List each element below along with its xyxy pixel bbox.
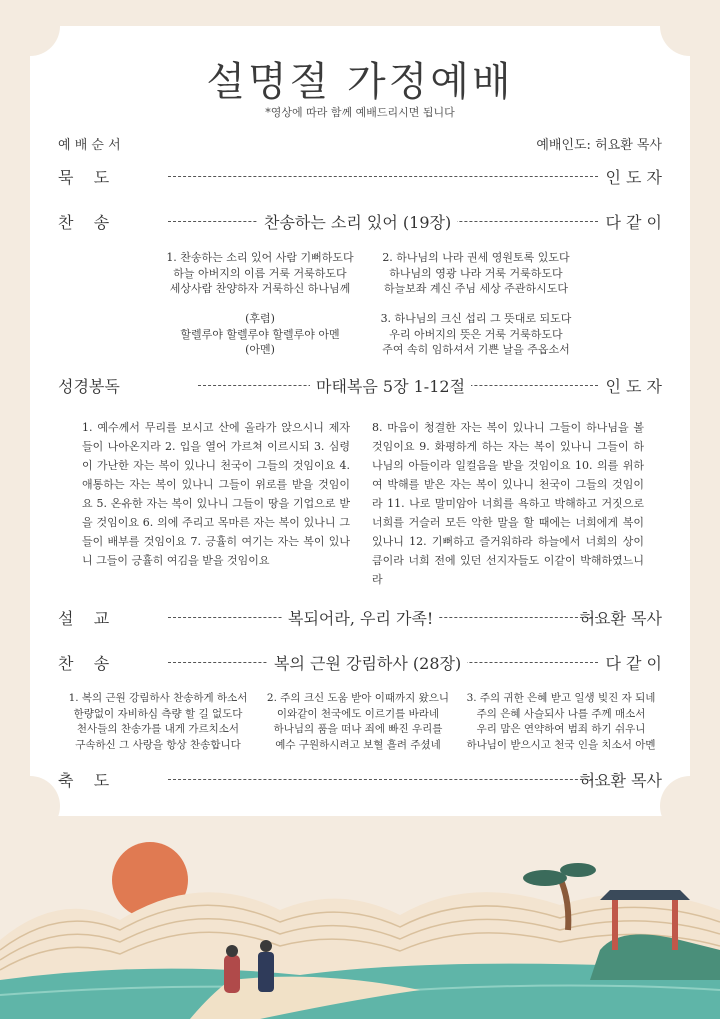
hymn-verse: 2. 하나님의 나라 권세 영원토록 있도다 하나님의 영광 나라 거룩 거룩하도다 하늘보좌 계신 주님 세상 주관하시도다 — [382, 251, 570, 295]
order-row-sermon — [58, 606, 662, 630]
hymn-verse: 2. 주의 크신 도움 받아 이때까지 왔으니 이와같이 천국에도 이르기를 바라네 하나님의 품을 떠나 죄에 빠진 우리를 예수 구원하시려고 보혈 흘려 주셨네 — [266, 692, 450, 751]
order-person: 다 같 이 — [605, 213, 662, 232]
order-row-hymn — [58, 210, 662, 234]
order-row-hymn — [58, 651, 662, 675]
worship-leader: 예배인도: 허요환 목사 — [536, 138, 662, 153]
page-title: 설명절 가정예배 — [206, 59, 514, 105]
order-person: 다 같 이 — [605, 654, 662, 673]
hymn-verse: 3. 주의 귀한 은혜 받고 일생 빚진 자 되네 주의 은혜 사슬되사 나를 주께 매소서 우리 맘은 연약하여 범죄 하기 쉬우니 하나님이 받으시고 천국 인을 치소서 아멘 — [466, 692, 656, 751]
order-label: 묵 도 — [58, 168, 110, 187]
scripture-reference: 마태복음 5장 1-12절 — [310, 374, 471, 397]
order-label: 설 교 — [58, 609, 110, 628]
order-heading: 예 배 순 서 — [58, 138, 121, 153]
hymn-title: 찬송하는 소리 있어 (19장) — [258, 210, 457, 233]
scripture-text: 1. 예수께서 무리를 보시고 산에 올라가 앉으시니 제자들이 나아온지라 2. 입을 열어 가르쳐 이르시되 3. 심령이 가난한 자는 복이 있나니 천국이 그들의 것임이요 4. 애통하는 자는 복이 있나니 그들이 위로를 받을 것임이요 5. 온유한 자는 복이 있나니 그들이 땅을 기업으로 받을 것임이요 6. 의에 주리고 목마른 자는 복이 있나니 그들이 배부를 것임이요 7. 긍휼히 여기는 자는 복이 있나니 그들이 긍휼히 여김을 받을 것임이요 — [82, 421, 350, 567]
order-row-scripture — [58, 374, 662, 398]
order-person: 인 도 자 — [605, 168, 662, 187]
hymn-verse: 3. 하나님의 크신 섭리 그 뜻대로 되도다 우리 아버지의 뜻은 거룩 거룩하도다 주여 속히 임하셔서 기쁜 날을 주옵소서 — [380, 312, 572, 356]
dashed-divider — [168, 176, 598, 177]
landscape-illustration — [0, 830, 720, 1019]
sermon-title: 복되어라, 우리 가족! — [282, 606, 439, 629]
hymn-title: 복의 근원 강림하사 (28장) — [268, 651, 467, 674]
pavilion-roof-icon — [600, 890, 690, 900]
order-row-silent-prayer — [58, 165, 662, 189]
scripture-text: 8. 마음이 청결한 자는 복이 있나니 그들이 하나님을 볼 것임이요 9. 화평하게 하는 자는 복이 있나니 그들이 하나님의 아들이라 일컬음을 받을 것임이요 10. 의를 위하여 박해를 받은 자는 복이 있나니 천국이 그들의 것임이라 11. 나로 말미암아 너희를 욕하고 박해하고 거짓으로 너희를 거슬러 모든 악한 말을 할 때에는 너희에게 복이 있나니 12. 기뻐하고 즐거워하라 하늘에서 너희의 상이 큼이라 너희 전에 있던 선지자들도 이같이 박해하였느니라 — [372, 421, 644, 586]
hymn-verse: 1. 복의 근원 강림하사 찬송하게 하소서 한량없이 자비하심 측량 할 길 없도다 천사들의 찬송가를 내게 가르치소서 구속하신 그 사랑을 항상 찬송합니다 — [68, 692, 248, 751]
pine-foliage — [523, 870, 567, 886]
person-icon — [224, 955, 240, 993]
card-corner-notch — [660, 776, 720, 836]
order-label: 찬 송 — [58, 654, 110, 673]
order-person: 인 도 자 — [605, 377, 662, 396]
order-label: 축 도 — [58, 771, 110, 790]
order-label: 성경봉독 — [58, 377, 120, 396]
dashed-divider — [168, 779, 598, 780]
hymn-verse: 1. 찬송하는 소리 있어 사람 기뻐하도다 하늘 아버지의 이름 거룩 거룩하도다 세상사람 찬양하자 거룩하신 하나님께 — [166, 251, 354, 295]
person-icon — [258, 952, 274, 992]
card-corner-notch — [660, 0, 720, 56]
page-subtitle: *영상에 따라 함께 예배드리시면 됩니다 — [265, 106, 455, 119]
order-person: 허요환 목사 — [579, 771, 662, 790]
order-row-benediction — [58, 768, 662, 792]
order-label: 찬 송 — [58, 213, 110, 232]
card-corner-notch — [0, 776, 60, 836]
hymn-refrain: (후렴) 할렐루야 할렐루야 할렐루야 아멘 (아멘) — [180, 312, 340, 356]
order-person: 허요환 목사 — [579, 609, 662, 628]
